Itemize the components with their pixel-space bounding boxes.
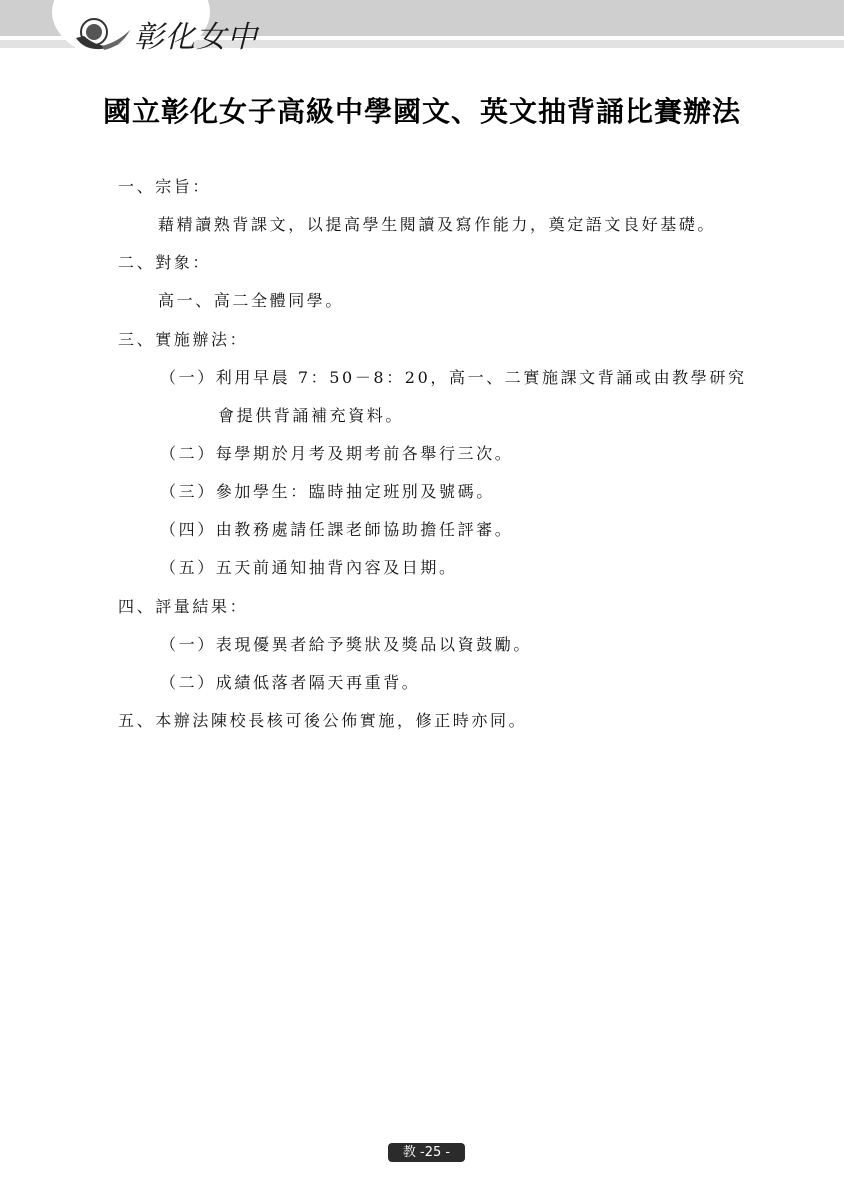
list-item-continuation: 會提供背誦補充資料。: [218, 406, 405, 425]
list-item: （四）由教務處請任課老師協助擔任評審。: [160, 520, 514, 539]
section-text-purpose: 藉精讀熟背課文，以提高學生閱讀及寫作能力，奠定語文良好基礎。: [158, 215, 717, 234]
list-item: （一）利用早晨 7：50－8：20，高一、二實施課文背誦或由教學研究: [160, 368, 747, 387]
school-logo-text: 彰化女中: [134, 20, 258, 55]
list-item: （二）成績低落者隔天再重背。: [160, 673, 421, 692]
list-item: （一）表現優異者給予獎狀及獎品以資鼓勵。: [160, 635, 533, 654]
school-emblem-icon: [72, 12, 132, 56]
section-text-target: 高一、高二全體同學。: [158, 291, 345, 310]
list-item: （二）每學期於月考及期考前各舉行三次。: [160, 444, 514, 463]
list-item: （五）五天前通知抽背內容及日期。: [160, 558, 458, 577]
list-item: （三）參加學生：臨時抽定班別及號碼。: [160, 482, 495, 501]
section-heading-purpose: 一、宗旨：: [118, 177, 212, 196]
section-heading-evaluation: 四、評量結果：: [118, 597, 249, 616]
section-heading-target: 二、對象：: [118, 253, 212, 272]
document-title: 國立彰化女子高級中學國文、英文抽背誦比賽辦法: [102, 95, 741, 128]
section-heading-method: 三、實施辦法：: [118, 330, 249, 349]
page-number-badge: 教 -25 -: [388, 1143, 465, 1162]
page-header: [0, 0, 844, 62]
section-heading-enactment: 五、本辦法陳校長核可後公佈實施，修正時亦同。: [118, 711, 528, 730]
